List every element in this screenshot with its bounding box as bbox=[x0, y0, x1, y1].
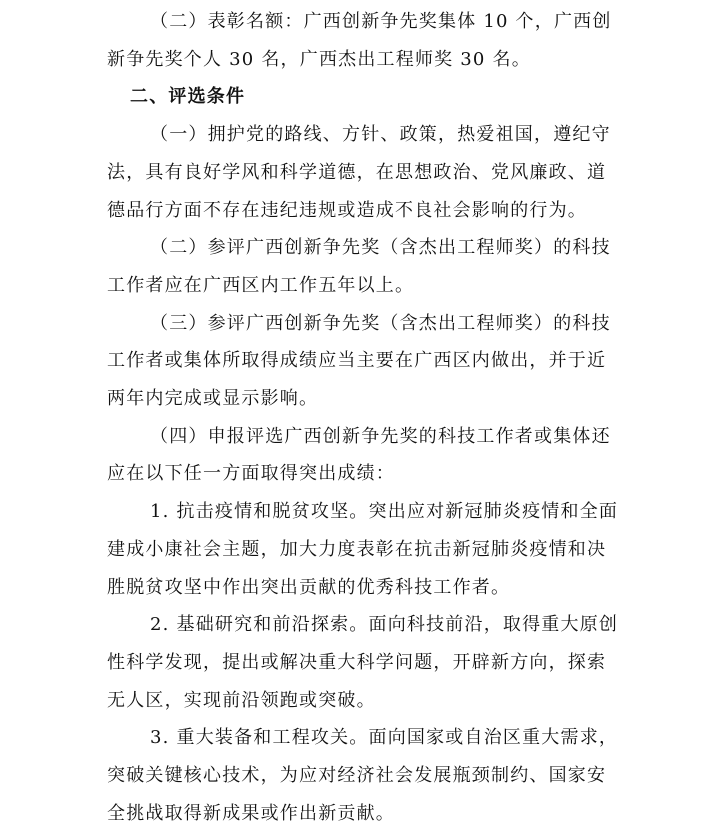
criteria-3-line-2: 工作者或集体所取得成绩应当主要在广西区内做出，并于近 bbox=[107, 350, 607, 372]
criteria-1-line-1: （一）拥护党的路线、方针、政策，热爱祖国，遵纪守 bbox=[150, 124, 611, 146]
paragraph-quota-line-2: 新争先奖个人 30 名，广西杰出工程师奖 30 名。 bbox=[107, 48, 531, 70]
achievement-3-line-3: 全挑战取得新成果或作出新贡献。 bbox=[107, 802, 395, 824]
achievement-1-line-3: 胜脱贫攻坚中作出突出贡献的优秀科技工作者。 bbox=[107, 576, 511, 598]
achievement-2-line-3: 无人区，实现前沿领跑或突破。 bbox=[107, 689, 376, 711]
criteria-1-line-2: 法，具有良好学风和科学道德，在思想政治、党风廉政、道 bbox=[107, 161, 607, 183]
achievement-2-line-1: 2. 基础研究和前沿探索。面向科技前沿，取得重大原创 bbox=[150, 614, 619, 636]
criteria-3-line-3: 两年内完成或显示影响。 bbox=[107, 388, 319, 409]
achievement-2-line-2: 性科学发现，提出或解决重大科学问题，开辟新方向，探索 bbox=[107, 651, 607, 673]
criteria-2-line-1: （二）参评广西创新争先奖（含杰出工程师奖）的科技 bbox=[150, 237, 611, 259]
achievement-3-line-1: 3. 重大装备和工程攻关。面向国家或自治区重大需求， bbox=[150, 727, 619, 749]
achievement-1-line-2: 建成小康社会主题，加大力度表彰在抗击新冠肺炎疫情和决 bbox=[107, 538, 607, 560]
paragraph-quota-line-1: （二）表彰名额：广西创新争先奖集体 10 个，广西创 bbox=[150, 11, 612, 32]
achievement-3-line-2: 突破关键核心技术，为应对经济社会发展瓶颈制约、国家安 bbox=[107, 765, 607, 786]
criteria-3-line-1: （三）参评广西创新争先奖（含杰出工程师奖）的科技 bbox=[150, 312, 611, 334]
criteria-2-line-2: 工作者应在广西区内工作五年以上。 bbox=[107, 274, 415, 296]
achievement-1-line-1: 1. 抗击疫情和脱贫攻坚。突出应对新冠肺炎疫情和全面 bbox=[150, 501, 619, 523]
criteria-4-line-1: （四）申报评选广西创新争先奖的科技工作者或集体还 bbox=[150, 425, 611, 447]
section-heading-selection-criteria: 二、评选条件 bbox=[130, 86, 246, 108]
criteria-1-line-3: 德品行方面不存在违纪违规或造成不良社会影响的行为。 bbox=[107, 199, 587, 221]
criteria-4-line-2: 应在以下任一方面取得突出成绩： bbox=[107, 463, 395, 485]
